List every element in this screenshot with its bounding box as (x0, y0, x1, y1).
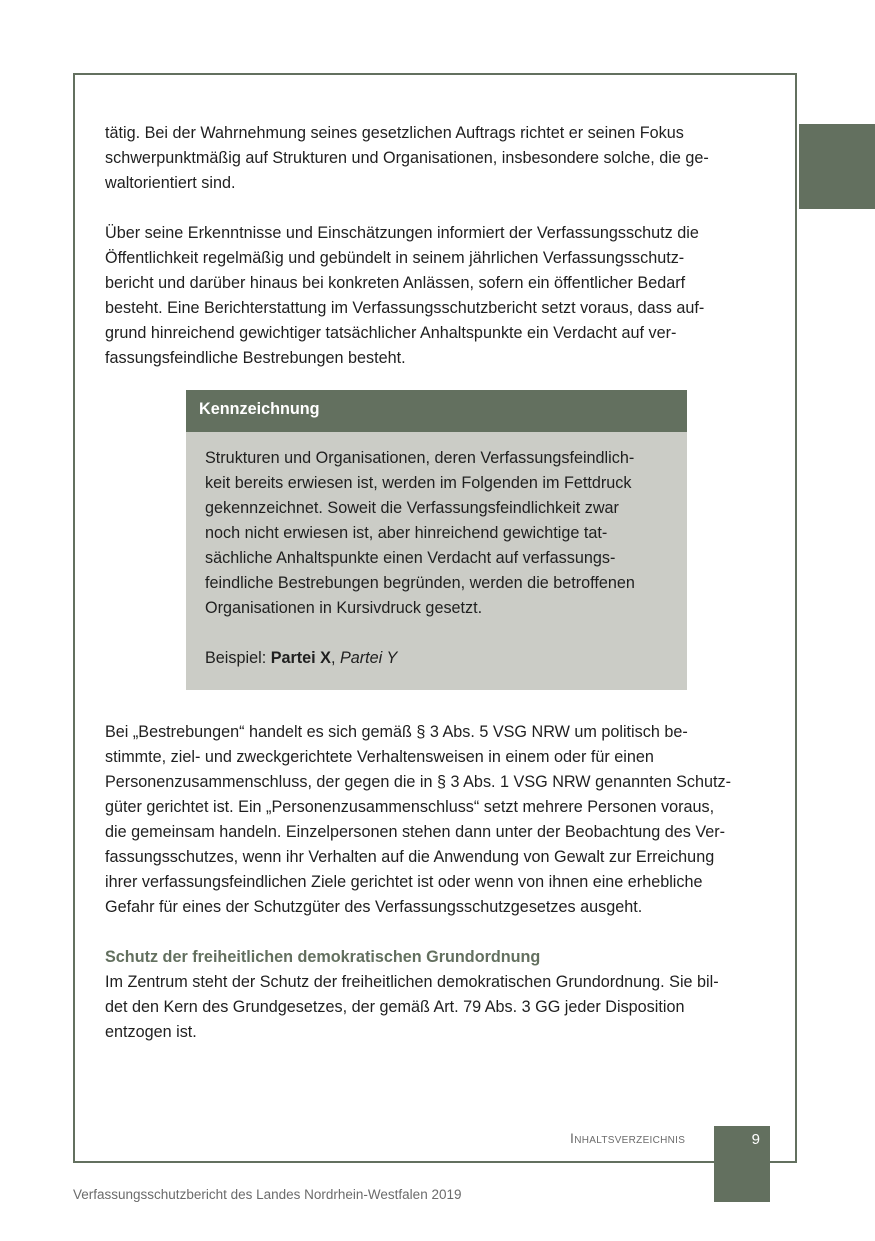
info-box-body (186, 432, 687, 690)
section-heading: Schutz der freiheitlichen demokratischen Grundordnung (105, 948, 541, 966)
reporting-paragraph (105, 221, 770, 371)
text-line: Im Zentrum steht der Schutz der freiheitlichen demokratischen Grundordnung. Sie bil- (105, 973, 719, 991)
text-line: det den Kern des Grundgesetzes, der gemäß Art. 79 Abs. 3 GG jeder Disposition (105, 998, 685, 1016)
text-line: feindliche Bestrebungen begründen, werden die betroffenen (205, 574, 635, 592)
info-box-title: Kennzeichnung (186, 390, 687, 432)
text-line: fassungsschutzes, wenn ihr Verhalten auf die Anwendung von Gewalt zur Erreichung (105, 848, 715, 866)
text-line: waltorientiert sind. (105, 174, 236, 192)
text-line: bericht und darüber hinaus bei konkreten Anlässen, sofern ein öffentlicher Bedarf (105, 274, 686, 292)
text-line: Über seine Erkenntnisse und Einschätzungen informiert der Verfassungsschutz die (105, 224, 699, 242)
footer-text: Verfassungsschutzbericht des Landes Nordrhein-Westfalen 2019 (73, 1187, 462, 1202)
text-line: Strukturen und Organisationen, deren Verfassungsfeindlich- (205, 449, 635, 467)
text-line: Öffentlichkeit regelmäßig und gebündelt in seinem jährlichen Verfassungsschutz- (105, 249, 685, 267)
example-separator: , (330, 649, 340, 667)
text-line: stimmte, ziel- und zweckgerichtete Verhaltensweisen in einem oder für einen (105, 748, 654, 766)
text-line: schwerpunktmäßig auf Strukturen und Organisationen, insbesondere solche, die ge- (105, 149, 709, 167)
text-line: keit bereits erwiesen ist, werden im Folgenden im Fettdruck (205, 474, 632, 492)
example-line (205, 646, 687, 671)
page-number: 9 (751, 1131, 760, 1148)
text-line: grund hinreichend gewichtiger tatsächlicher Anhaltspunkte ein Verdacht auf ver- (105, 324, 677, 342)
text-line: besteht. Eine Berichterstattung im Verfassungsschutzbericht setzt voraus, dass auf- (105, 299, 705, 317)
text-line: fassungsfeindliche Bestrebungen besteht. (105, 349, 406, 367)
text-line: Gefahr für eines der Schutzgüter des Verfassungsschutzgesetzes ausgeht. (105, 898, 643, 916)
table-of-contents-link[interactable]: Inhaltsverzeichnis (570, 1130, 686, 1146)
text-line: sächliche Anhaltspunkte einen Verdacht auf verfassungs- (205, 549, 616, 567)
example-label: Beispiel: (205, 649, 271, 667)
text-line: noch nicht erwiesen ist, aber hinreichend gewichtige tat- (205, 524, 608, 542)
text-line: entzogen ist. (105, 1023, 197, 1041)
example-bold: Partei X (270, 649, 331, 667)
example-italic: Partei Y (339, 649, 398, 667)
bestrebungen-paragraph (105, 720, 770, 920)
text-line: Personenzusammenschluss, der gegen die in § 3 Abs. 1 VSG NRW genannten Schutz- (105, 773, 731, 791)
text-line: gekennzeichnet. Soweit die Verfassungsfeindlichkeit zwar (205, 499, 619, 517)
text-line: die gemeinsam handeln. Einzelpersonen stehen dann unter der Beobachtung des Ver- (105, 823, 726, 841)
text-line: Bei „Bestrebungen“ handelt es sich gemäß § 3 Abs. 5 VSG NRW um politisch be- (105, 723, 688, 741)
text-line: güter gerichtet ist. Ein „Personenzusammenschluss“ setzt mehrere Personen voraus, (105, 798, 715, 816)
intro-paragraph (105, 121, 770, 196)
fdgo-section (105, 945, 770, 1045)
chapter-side-tab (799, 124, 875, 209)
text-line: tätig. Bei der Wahrnehmung seines gesetzlichen Auftrags richtet er seinen Fokus (105, 124, 684, 142)
text-line: ihrer verfassungsfeindlichen Ziele gerichtet ist oder wenn von ihnen eine erhebliche (105, 873, 703, 891)
text-line: Organisationen in Kursivdruck gesetzt. (205, 599, 483, 617)
page-number-box (714, 1126, 770, 1202)
